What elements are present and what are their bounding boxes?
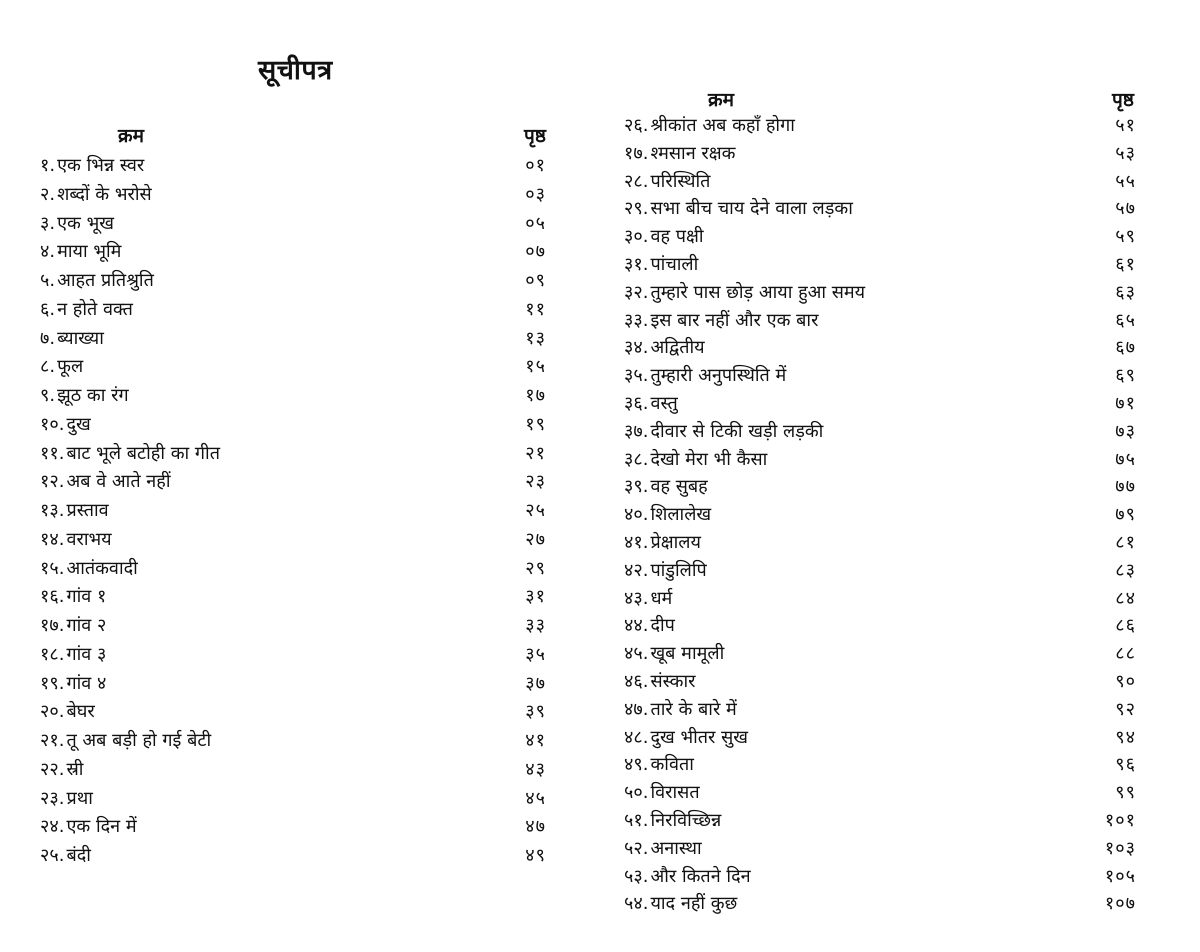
entry-page-number: ८८ — [1115, 643, 1136, 665]
contents-entry — [624, 307, 1140, 335]
entry-number: ३१. — [624, 253, 649, 275]
contents-entry — [40, 382, 550, 411]
contents-entry — [40, 296, 550, 325]
entry-page-number: ५१ — [1115, 115, 1136, 136]
entry-title: तारे के बारे में — [650, 698, 737, 720]
entry-title: दुख भीतर सुख — [650, 726, 749, 748]
entry-page-number: ८३ — [1115, 559, 1136, 581]
entry-number: ४२. — [624, 559, 649, 581]
entry-number: १७. — [40, 615, 65, 636]
contents-entry — [624, 418, 1140, 446]
entry-number: ४३. — [624, 587, 649, 609]
contents-entry — [40, 526, 550, 555]
entry-title: शिलालेख — [650, 504, 712, 526]
contents-entry — [624, 251, 1140, 279]
entry-number: ४५. — [624, 643, 649, 665]
entry-number: १९. — [40, 672, 65, 694]
entry-number: २. — [40, 183, 56, 205]
entry-number: ३२. — [624, 281, 649, 303]
entry-title: सभा बीच चाय देने वाला लड़का — [650, 198, 853, 220]
contents-column-left — [40, 122, 550, 871]
entry-page-number: ५५ — [1115, 170, 1136, 192]
entry-page-number: ०९ — [525, 270, 546, 291]
entry-title: अनास्था — [650, 837, 702, 859]
entry-title: देखो मेरा भी कैसा — [650, 448, 768, 470]
entry-page-number: १५ — [525, 356, 546, 378]
entry-title: प्रस्ताव — [66, 500, 109, 521]
serial-header: क्रम — [118, 125, 144, 147]
contents-entry — [40, 670, 550, 699]
entry-page-number: ८४ — [1115, 587, 1136, 609]
entry-number: २२. — [40, 758, 65, 780]
contents-entry — [40, 698, 550, 727]
entry-page-number: ७५ — [1115, 448, 1136, 470]
contents-entry — [40, 641, 550, 670]
entry-page-number: ७३ — [1115, 420, 1136, 442]
entry-page-number: २१ — [525, 442, 546, 464]
entry-page-number: ४३ — [525, 758, 546, 780]
entry-page-number: ०७ — [525, 241, 546, 263]
entry-number: १४. — [40, 528, 65, 550]
contents-column-right — [624, 86, 1140, 918]
entry-number: ९. — [40, 385, 56, 406]
entry-number: ३८. — [624, 448, 649, 470]
contents-entry — [624, 112, 1140, 140]
entry-page-number: ७७ — [1115, 476, 1136, 498]
entry-title: खूब मामूली — [650, 643, 725, 665]
page-header: पृष्ठ — [1112, 89, 1134, 111]
entry-number: २८. — [624, 170, 649, 192]
entry-number: ४६. — [624, 670, 649, 692]
entry-title: विरासत — [650, 782, 700, 804]
entry-title: गांव १ — [66, 586, 107, 608]
entry-number: ५. — [40, 270, 56, 291]
entry-page-number: ३५ — [525, 643, 546, 665]
contents-entry — [40, 152, 550, 181]
contents-list — [40, 152, 550, 871]
entry-number: २०. — [40, 701, 65, 723]
serial-header: क्रम — [708, 89, 734, 111]
entry-title: गांव ३ — [66, 643, 107, 665]
entry-number: २३. — [40, 787, 65, 809]
contents-entry — [40, 325, 550, 354]
contents-entry — [624, 168, 1140, 196]
entry-title: बाट भूले बटोही का गीत — [66, 442, 220, 464]
contents-entry — [40, 468, 550, 497]
entry-page-number: ११ — [525, 298, 546, 320]
entry-number: ६. — [40, 298, 56, 320]
entry-page-number: ३७ — [525, 672, 546, 694]
entry-title: एक भूख — [57, 212, 114, 234]
entry-title: निरविच्छिन्न — [650, 809, 722, 831]
contents-entry — [624, 612, 1140, 640]
contents-entry — [624, 473, 1140, 501]
contents-entry — [624, 585, 1140, 613]
entry-page-number: ९० — [1115, 670, 1136, 692]
entry-page-number: १७ — [525, 385, 546, 406]
contents-entry — [40, 785, 550, 814]
contents-entry — [624, 779, 1140, 807]
entry-page-number: ०५ — [525, 212, 546, 234]
entry-page-number: ५७ — [1115, 198, 1136, 220]
entry-title: वह पक्षी — [650, 226, 704, 248]
contents-entry — [624, 557, 1140, 585]
entry-number: २६. — [624, 115, 649, 136]
contents-entry — [40, 238, 550, 267]
entry-page-number: ७१ — [1115, 392, 1136, 414]
entry-page-number: ८६ — [1115, 615, 1136, 637]
entry-title: तू अब बड़ी हो गई बेटी — [66, 730, 212, 751]
entry-number: १०. — [40, 413, 65, 435]
entry-number: ७. — [40, 327, 56, 349]
entry-page-number: ६३ — [1115, 281, 1136, 303]
entry-number: ५१. — [624, 809, 649, 831]
contents-entry — [624, 195, 1140, 223]
entry-title: फूल — [57, 356, 84, 378]
page-header: पृष्ठ — [524, 125, 546, 147]
entry-page-number: ४५ — [525, 787, 546, 809]
entry-title: ब्याख्या — [57, 327, 104, 349]
entry-title: याद नहीं कुछ — [650, 893, 738, 915]
entry-title: बेघर — [66, 701, 95, 723]
entry-title: अब वे आते नहीं — [66, 471, 171, 493]
entry-title: स्री — [66, 758, 84, 780]
entry-number: ५३. — [624, 865, 649, 887]
entry-number: १३. — [40, 500, 65, 521]
contents-entry — [40, 411, 550, 440]
entry-number: ४४. — [624, 615, 649, 637]
contents-entry — [624, 863, 1140, 891]
entry-number: ४८. — [624, 726, 649, 748]
entry-page-number: ९६ — [1115, 754, 1136, 776]
contents-entry — [624, 334, 1140, 362]
entry-number: ४७. — [624, 698, 649, 720]
contents-entry — [40, 612, 550, 641]
entry-number: १८. — [40, 643, 65, 665]
contents-entry — [40, 353, 550, 382]
entry-number: ३६. — [624, 392, 649, 414]
entry-page-number: ३९ — [525, 701, 546, 723]
entry-page-number: ५३ — [1115, 142, 1136, 164]
entry-title: संस्कार — [650, 670, 696, 692]
entry-number: १६. — [40, 586, 65, 608]
entry-title: वराभय — [66, 528, 112, 550]
entry-title: माया भूमि — [57, 241, 122, 263]
contents-entry — [40, 267, 550, 296]
contents-entry — [624, 696, 1140, 724]
entry-title: झूठ का रंग — [57, 385, 129, 406]
entry-number: ५४. — [624, 893, 649, 915]
entry-title: बंदी — [66, 845, 91, 866]
entry-title: वस्तु — [650, 392, 678, 414]
entry-title: पांडुलिपि — [650, 559, 707, 581]
column-header — [624, 86, 1140, 112]
entry-number: ३५. — [624, 365, 649, 387]
contents-entry — [40, 497, 550, 526]
entry-page-number: २३ — [525, 471, 546, 493]
entry-page-number: ९२ — [1115, 698, 1136, 720]
contents-entry — [624, 890, 1140, 918]
entry-title: और कितने दिन — [650, 865, 751, 887]
entry-page-number: १०३ — [1104, 837, 1136, 859]
entry-title: शब्दों के भरोसे — [57, 183, 152, 205]
entry-title: आहत प्रतिश्रुति — [57, 270, 154, 291]
entry-number: २५. — [40, 845, 65, 866]
entry-number: १७. — [624, 142, 649, 164]
contents-entry — [40, 583, 550, 612]
entry-title: पांचाली — [650, 253, 699, 275]
entry-page-number: ४९ — [525, 845, 546, 866]
entry-number: ३७. — [624, 420, 649, 442]
entry-number: १. — [40, 155, 56, 176]
entry-page-number: २७ — [525, 528, 546, 550]
contents-entry — [624, 501, 1140, 529]
entry-number: ४१. — [624, 531, 649, 553]
contents-entry — [40, 181, 550, 210]
entry-number: २४. — [40, 816, 65, 838]
entry-page-number: १९ — [525, 413, 546, 435]
entry-page-number: ८१ — [1115, 531, 1136, 553]
entry-title: आतंकवादी — [66, 557, 138, 579]
entry-title: वह सुबह — [650, 476, 708, 498]
entry-page-number: ६५ — [1115, 309, 1136, 331]
entry-page-number: ३३ — [525, 615, 546, 636]
entry-title: गांव ४ — [66, 672, 107, 694]
entry-title: न होते वक्त — [57, 298, 133, 320]
entry-page-number: १०१ — [1104, 809, 1136, 831]
entry-title: श्मसान रक्षक — [650, 142, 736, 164]
entry-number: १२. — [40, 471, 65, 493]
entry-page-number: १०७ — [1104, 893, 1136, 915]
column-header — [40, 122, 550, 148]
contents-entry — [40, 210, 550, 239]
entry-number: ३९. — [624, 476, 649, 498]
contents-entry — [40, 440, 550, 469]
page-title: सूचीपत्र — [258, 55, 333, 86]
entry-title: दुख — [66, 413, 91, 435]
entry-title: कविता — [650, 754, 694, 776]
entry-title: दीप — [650, 615, 675, 637]
contents-entry — [624, 223, 1140, 251]
contents-entry — [624, 668, 1140, 696]
contents-entry — [40, 727, 550, 756]
contents-entry — [624, 751, 1140, 779]
entry-page-number: २५ — [525, 500, 546, 521]
entry-number: ३. — [40, 212, 56, 234]
entry-number: ८. — [40, 356, 56, 378]
entry-page-number: ०१ — [525, 155, 546, 176]
entry-page-number: ९४ — [1115, 726, 1136, 748]
entry-title: एक दिन में — [66, 816, 137, 838]
entry-title: इस बार नहीं और एक बार — [650, 309, 819, 331]
entry-page-number: ६७ — [1115, 337, 1136, 359]
contents-entry — [40, 756, 550, 785]
entry-title: गांव २ — [66, 615, 107, 636]
entry-title: प्रथा — [66, 787, 93, 809]
contents-entry — [624, 807, 1140, 835]
entry-title: परिस्थिति — [650, 170, 711, 192]
entry-number: २९. — [624, 198, 649, 220]
entry-page-number: ४७ — [525, 816, 546, 838]
contents-entry — [40, 555, 550, 584]
contents-entry — [624, 279, 1140, 307]
entry-page-number: २९ — [525, 557, 546, 579]
entry-title: तुम्हारी अनुपस्थिति में — [650, 365, 787, 387]
entry-number: ४०. — [624, 504, 649, 526]
entry-title: प्रेक्षालय — [650, 531, 701, 553]
entry-number: ३०. — [624, 226, 649, 248]
contents-entry — [624, 529, 1140, 557]
entry-page-number: १०५ — [1104, 865, 1136, 887]
entry-title: दीवार से टिकी खड़ी लड़की — [650, 420, 824, 442]
contents-entry — [624, 390, 1140, 418]
entry-page-number: ६१ — [1115, 253, 1136, 275]
entry-number: ३४. — [624, 337, 649, 359]
entry-page-number: ४१ — [525, 730, 546, 751]
contents-entry — [624, 640, 1140, 668]
entry-page-number: ७९ — [1115, 504, 1136, 526]
contents-list — [624, 112, 1140, 918]
entry-number: ११. — [40, 442, 65, 464]
entry-page-number: ९९ — [1115, 782, 1136, 804]
entry-page-number: ६९ — [1115, 365, 1136, 387]
entry-page-number: ५९ — [1115, 226, 1136, 248]
contents-entry — [624, 724, 1140, 752]
entry-number: ५०. — [624, 782, 649, 804]
entry-title: तुम्हारे पास छोड़ आया हुआ समय — [650, 281, 866, 303]
entry-number: ४. — [40, 241, 56, 263]
entry-title: धर्म — [650, 587, 673, 609]
contents-entry — [624, 140, 1140, 168]
entry-title: श्रीकांत अब कहाँ होगा — [650, 115, 795, 136]
entry-page-number: ३१ — [525, 586, 546, 608]
entry-title: अद्वितीय — [650, 337, 705, 359]
entry-title: एक भिन्न स्वर — [57, 155, 145, 176]
entry-number: १५. — [40, 557, 65, 579]
contents-entry — [624, 362, 1140, 390]
entry-page-number: १३ — [525, 327, 546, 349]
contents-entry — [624, 446, 1140, 474]
contents-entry — [40, 842, 550, 871]
entry-number: ३३. — [624, 309, 649, 331]
entry-number: ५२. — [624, 837, 649, 859]
entry-page-number: ०३ — [525, 183, 546, 205]
entry-number: ४९. — [624, 754, 649, 776]
entry-number: २१. — [40, 730, 65, 751]
contents-entry — [40, 813, 550, 842]
contents-entry — [624, 835, 1140, 863]
